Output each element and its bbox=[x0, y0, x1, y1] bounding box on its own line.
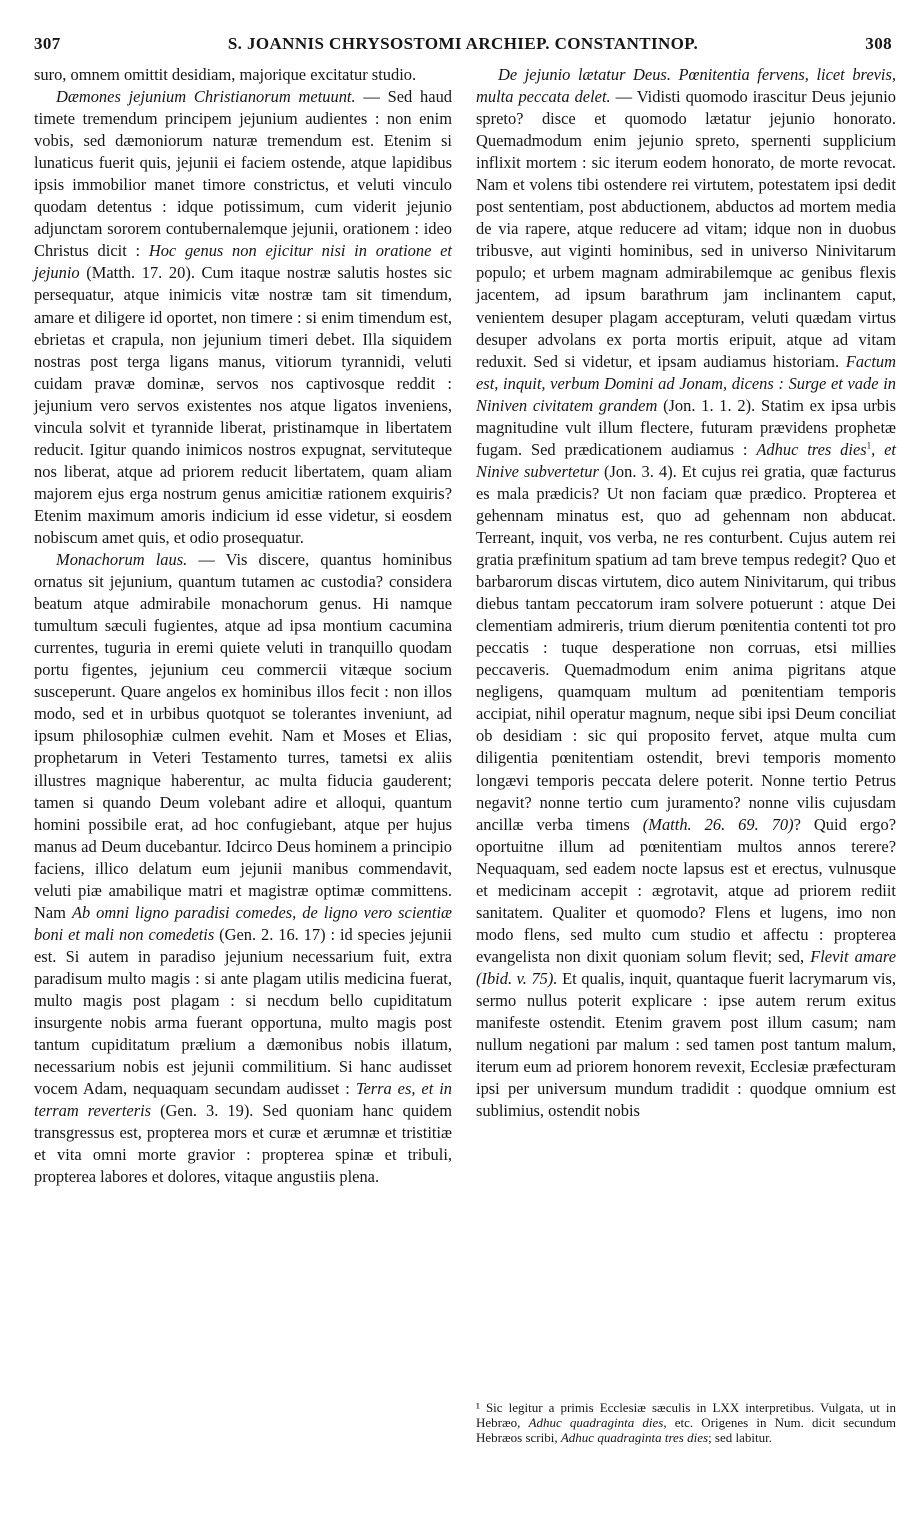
scripture-quote: Flevit amare bbox=[810, 946, 896, 966]
running-header bbox=[34, 34, 892, 58]
right-column bbox=[476, 64, 896, 1122]
scripture-quote: Hoc genus non ejicitur nisi in oratione et jejunio bbox=[34, 241, 452, 283]
paragraph-daemones: Dæmones jejunium Christianorum metuunt. — Sed haud timete tremendum principem jejunium audientes : non enim vobis, sed dæmoniorum naturæ tremendum est. Etenim si lunaticus fuerit quis, jejunii ei faciem ostende, atque lapidibus ipsis immobilior manet timore constrictus, et veluti vinculo quodam detentus : idque potissimum, cum viderit jejunio adjunctam sororem contubernalemque jejunii, orationem : ideo Christus dicit : Hoc genus non ejicitur nisi in oratione et jejunio (Matth. 17. 20). Cum itaque nostræ salutis hostes sic persequatur, atque inimicis vitæ nostræ tam sit timendum, amare et diligere id oportet, non timere : si enim timendum est, ebrietas et crapula, non jejunium timeri debet. Illa siquidem nostras post terga ligans manus, vitiorum tyrannidi, veluti cuidam pravæ dominæ, servos nos captivosque reddit : jejunium vero servos existentes nos atque ligatos inveniens, vincula solvit et tyrannide liberat, pristinamque in libertatem reducit. Igitur quando inimicos nostros expugnat, servituteque nos liberat, atque ad priorem reducit libertatem, quam aliam majorem ejus erga nostrum genus amicitiæ rationem exquiris? Etenim maximum amoris indicium id esse videtur, si eosdem nobiscum amet quis, et odio prosequatur. bbox=[34, 87, 453, 547]
scripture-reference: (Gen. 3. 19). bbox=[151, 1101, 254, 1121]
section-heading-daemones: Dæmones jejunium Christianorum metuunt. bbox=[56, 87, 356, 107]
scripture-quote: Adhuc tres dies bbox=[756, 439, 867, 459]
paragraph-continuation: suro, omnem omittit desidiam, majorique excitatur studio. bbox=[34, 65, 417, 84]
scripture-reference: (Matth. 17. 20). bbox=[79, 263, 195, 283]
running-title: S. JOANNIS CHRYSOSTOMI ARCHIEP. CONSTANTINOP. bbox=[227, 34, 699, 53]
scripture-quote: Terra es, et in terram reverteris bbox=[34, 1079, 453, 1121]
scripture-reference: (Jon. 3. 4). bbox=[598, 461, 677, 481]
page-number-left: 307 bbox=[34, 34, 61, 53]
section-heading-monachorum: Monachorum laus. bbox=[56, 550, 188, 570]
paragraph-de-jejunio: De jejunio lætatur Deus. Pœnitentia fervens, licet brevis, multa peccata delet. — Vidisti quomodo irascitur Deus jejunio spreto? disce et quomodo lætatur jejunio honorato. Quemadmodum enim jejunio spreto, spernenti supplicium inflixit mortem : sic iterum eodem honorato, de morte revocat. Nam et volens tibi ostendere rei virtutem, potestatem ipsi dedit post sententiam, post abductionem, abductos ad mortem media de via rapere, atque reducere ad vitam; idque non in duobus tribusve, aut viginti hominibus, sed in universo Ninivitarum populo; et urbem magnam admirabilemque ac genibus flexis jacentem, ad ipsum barathrum jam inclinantem caput, venientem desuper plagam accepturam, veluti quædam virtus desuper advolans ex porta mortis eripuit, atque ad vitam reduxit. Sed si videtur, et ipsam audiamus historiam. Factum est, inquit, verbum Domini ad Jonam, dicens : Surge et vade in Niniven civitatem grandem (Jon. 1. 1. 2). Statim ex ipsa urbis magnitudine vult illum flectere, futuram prævidens prophetæ fugam. Sed prædicationem audiamus : Adhuc tres dies$^1$, et Ninive subvertetur (Jon. 3. 4). Et cujus rei gratia, quæ facturus es mala prædicis? Ut non faciam quæ prædico. Propterea et gehennam minatus est, quo ad gehennam non abducat. Terreant, inquit, vos verba, ne res conturbent. Cujus autem rei gratia præfinitum spatium ad tam breve tempus redegit? Quo et barbarorum discas virtutem, dico autem Ninivitarum, qui tribus diebus tantam peccatorum iram solvere potuerunt : atque Dei clementiam admireris, trium dierum pœnitentia contenti tot pro peccatis : tuque desperatione non corruas, etsi millies peccaveris. Quemadmodum enim anima pigritans atque negligens, quamquam multum ad pœnitentiam temporis accipiat, nihil operatur magnum, neque sibi ipsi Deum conciliat ob desidiam : sic qui proposito fervet, atque multa cum diligentia pœnitentiam ostendit, brevi temporis momento longævi temporis peccata delere poterit. Nonne tertio Petrus negavit? nonne tertio cum juramento? nonne vilis cujusdam ancillæ verba timens (Matth. 26. 69. 70)? Quid ergo? oportuitne illum ad pœnitentiam multos annos terere? Nequaquam, sed eadem nocte lapsus est et erectus, vulnusque et medicinam accepit : ægrotavit, atque ad priorem rediit sanitatem. Qualiter et quomodo? Flens et lugens, imo non modo flens, sed multo cum studio et affectu : propterea evangelista non dixit quoniam solum flevit; sed, Flevit amare (Ibid. v. 75). Et qualis, inquit, quantaque fuerit lacrymarum vis, sermo nullus poterit explicare : ipse autem rerum exitus manifeste ostendit. Etenim gravem post illum casum; nam nullum negationi par malum : sed tamen post tantum malum, iterum eum ad priorem honorem revexit, Ecclesiæ præfecturam ipsi per universum mundum tradidit : quodque omnium est sublimius, ostendit nobis bbox=[476, 65, 897, 1121]
section-heading-de-jejunio: De jejunio lætatur Deus. Pœnitentia fervens, licet brevis, multa peccata delet. bbox=[476, 65, 896, 107]
footnote-marker: 1 bbox=[866, 440, 872, 451]
left-column bbox=[34, 64, 452, 1188]
scripture-reference: (Jon. 1. 1. 2). bbox=[657, 395, 756, 415]
scripture-reference: (Ibid. v. 75). bbox=[476, 968, 558, 988]
paragraph-monachorum: Monachorum laus. — Vis discere, quantus hominibus ornatus sit jejunium, quantum tutamen ac custodia? considera beatum atque admirabile monachorum genus. Hi namque tumultum sæculi fugientes, atque ad ipsa montium cacumina currentes, tuguria in eremi quiete veluti in tranquillo quodam portu figentes, jejunium ceu commercii vitæque socium susceperunt. Quare angelos ex hominibus illos fecit : non illos modo, sed et in urbibus quotquot se tolerantes inveniunt, ad ipsum philosophiæ culmen evehit. Nam et Moses et Elias, prophetarum in Veteri Testamento turres, tametsi ex aliis illustres magnique haberentur, ac multa fiducia gauderent; tamen si quando Deum volebant adire et alloqui, quantum homini possibile erat, ad hoc confugiebant, atque per hujus manus ad Deum ducebantur. Idcirco Deus hominem a principio faciens, illico delatum eum jejunii manibus commendavit, veluti piæ amabilique matri et magistræ optimæ committens. Nam Ab omni ligno paradisi comedes, de ligno vero scientiæ boni et mali non comedetis (Gen. 2. 16. 17) : id species jejunii est. Si autem in paradiso jejunium necessarium fuit, extra paradisum multo magis : si ante plagam utilis medicina fuerat, multo magis post plagam : si necdum bello cupiditatum insurgente nobis arma fuerant opportuna, multo magis post tantum cupiditatum prælium a dæmonibus nobis illatum, necessarium nobis est jejunii commilitium. Si hanc audisset vocem Adam, nequaquam secundam audisset : Terra es, et in terram reverteris (Gen. 3. 19). Sed quoniam hanc quidem transgressus est, propterea mors et curæ et ærumnæ et tristitiæ et vita omni morte gravior : propterea spinæ et tribuli, propterea labores et dolores, vitaque angustiis plena. bbox=[34, 550, 453, 1187]
page-number-right: 308 bbox=[865, 34, 892, 53]
scripture-quote: Factum est, inquit, verbum Domini ad Jonam, dicens : Surge et vade in Niniven civitatem grandem bbox=[476, 351, 896, 415]
scripture-quote: , et Ninive subvertetur bbox=[476, 439, 896, 481]
scripture-reference: (Gen. 2. 16. 17) bbox=[214, 924, 326, 944]
scripture-quote: Ab omni ligno paradisi comedes, de ligno vero scientiæ boni et mali non comedetis bbox=[34, 902, 452, 944]
footnote: ¹ Sic legitur a primis Ecclesiæ sæculis in LXX interpretibus. Vulgata, ut in Hebræo, Adhuc quadraginta dies, etc. Origenes in Num. dicit secundum Hebræos scribi, Adhuc quadraginta tres dies; sed labitur. bbox=[476, 1400, 896, 1445]
scripture-reference: (Matth. 26. 69. 70) bbox=[642, 814, 794, 834]
